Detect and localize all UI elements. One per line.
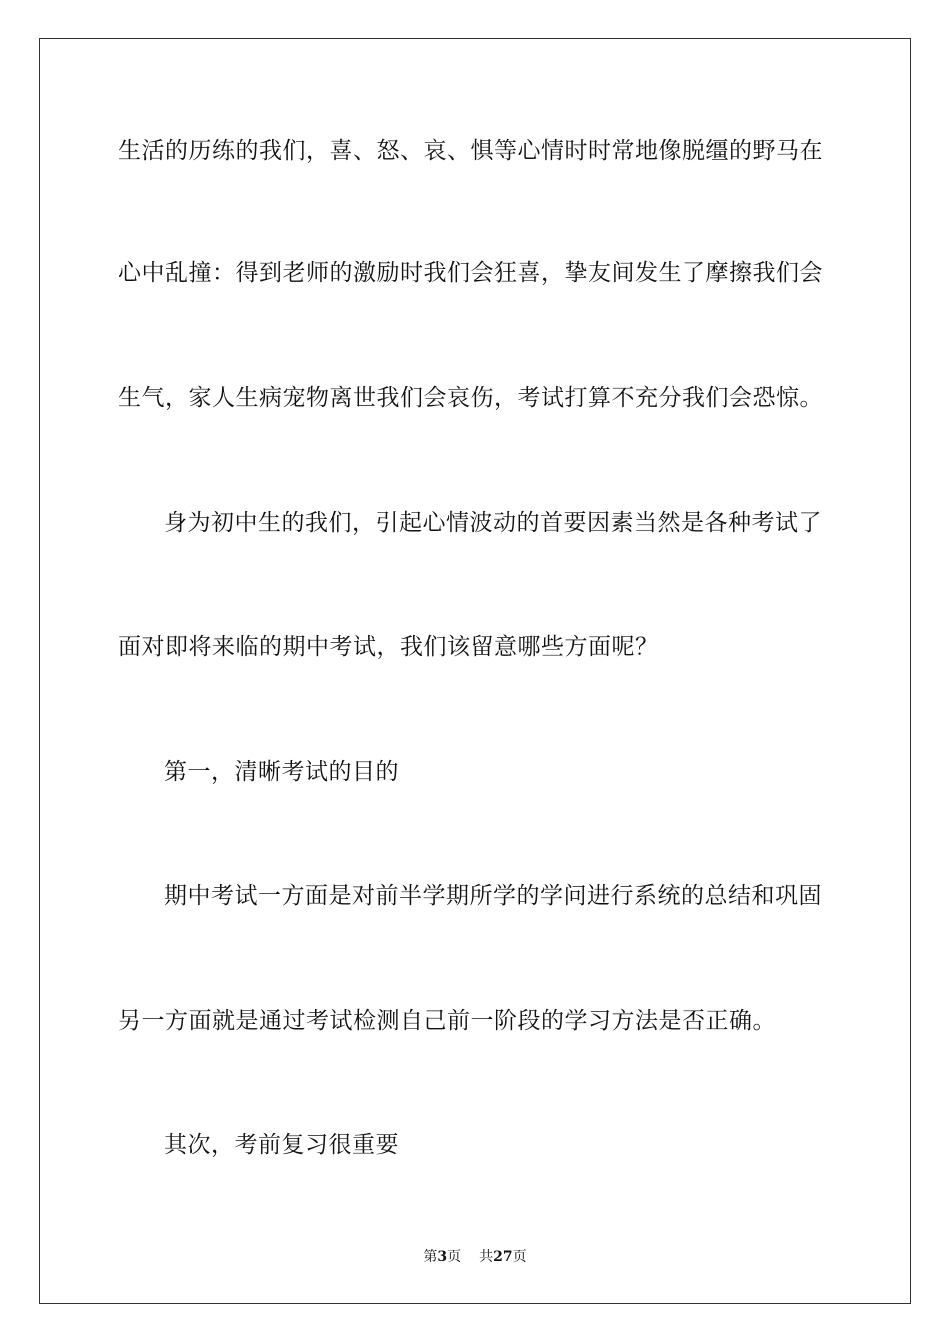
section-heading-1: 第一，清晰考试的目的: [164, 759, 399, 785]
footer-page-suffix: 页: [447, 1249, 462, 1265]
body-line-6: 期中考试一方面是对前半学期所学的学问进行系统的总结和巩固: [164, 883, 822, 909]
body-line-7: 另一方面就是通过考试检测自己前一阶段的学习方法是否正确。: [118, 1008, 776, 1034]
page-frame: [39, 38, 911, 1304]
body-line-3: 生气，家人生病宠物离世我们会哀伤，考试打算不充分我们会恐惊。: [118, 385, 823, 411]
section-heading-2: 其次，考前复习很重要: [164, 1132, 399, 1158]
footer-page-prefix: 第: [423, 1249, 438, 1265]
body-line-1: 生活的历练的我们，喜、怒、哀、惧等心情时时常地像脱缰的野马在: [118, 138, 823, 164]
footer-page-number: 3: [437, 1249, 448, 1265]
body-line-2: 心中乱撞：得到老师的激励时我们会狂喜，挚友间发生了摩擦我们会: [118, 260, 823, 286]
footer-total-pages: 27: [493, 1249, 513, 1265]
footer-total-prefix: 共: [479, 1249, 494, 1265]
body-line-5: 面对即将来临的期中考试，我们该留意哪些方面呢？: [118, 634, 659, 660]
page-footer: [0, 1248, 950, 1266]
footer-total-suffix: 页: [512, 1249, 527, 1265]
body-line-4: 身为初中生的我们，引起心情波动的首要因素当然是各种考试了: [164, 510, 822, 536]
